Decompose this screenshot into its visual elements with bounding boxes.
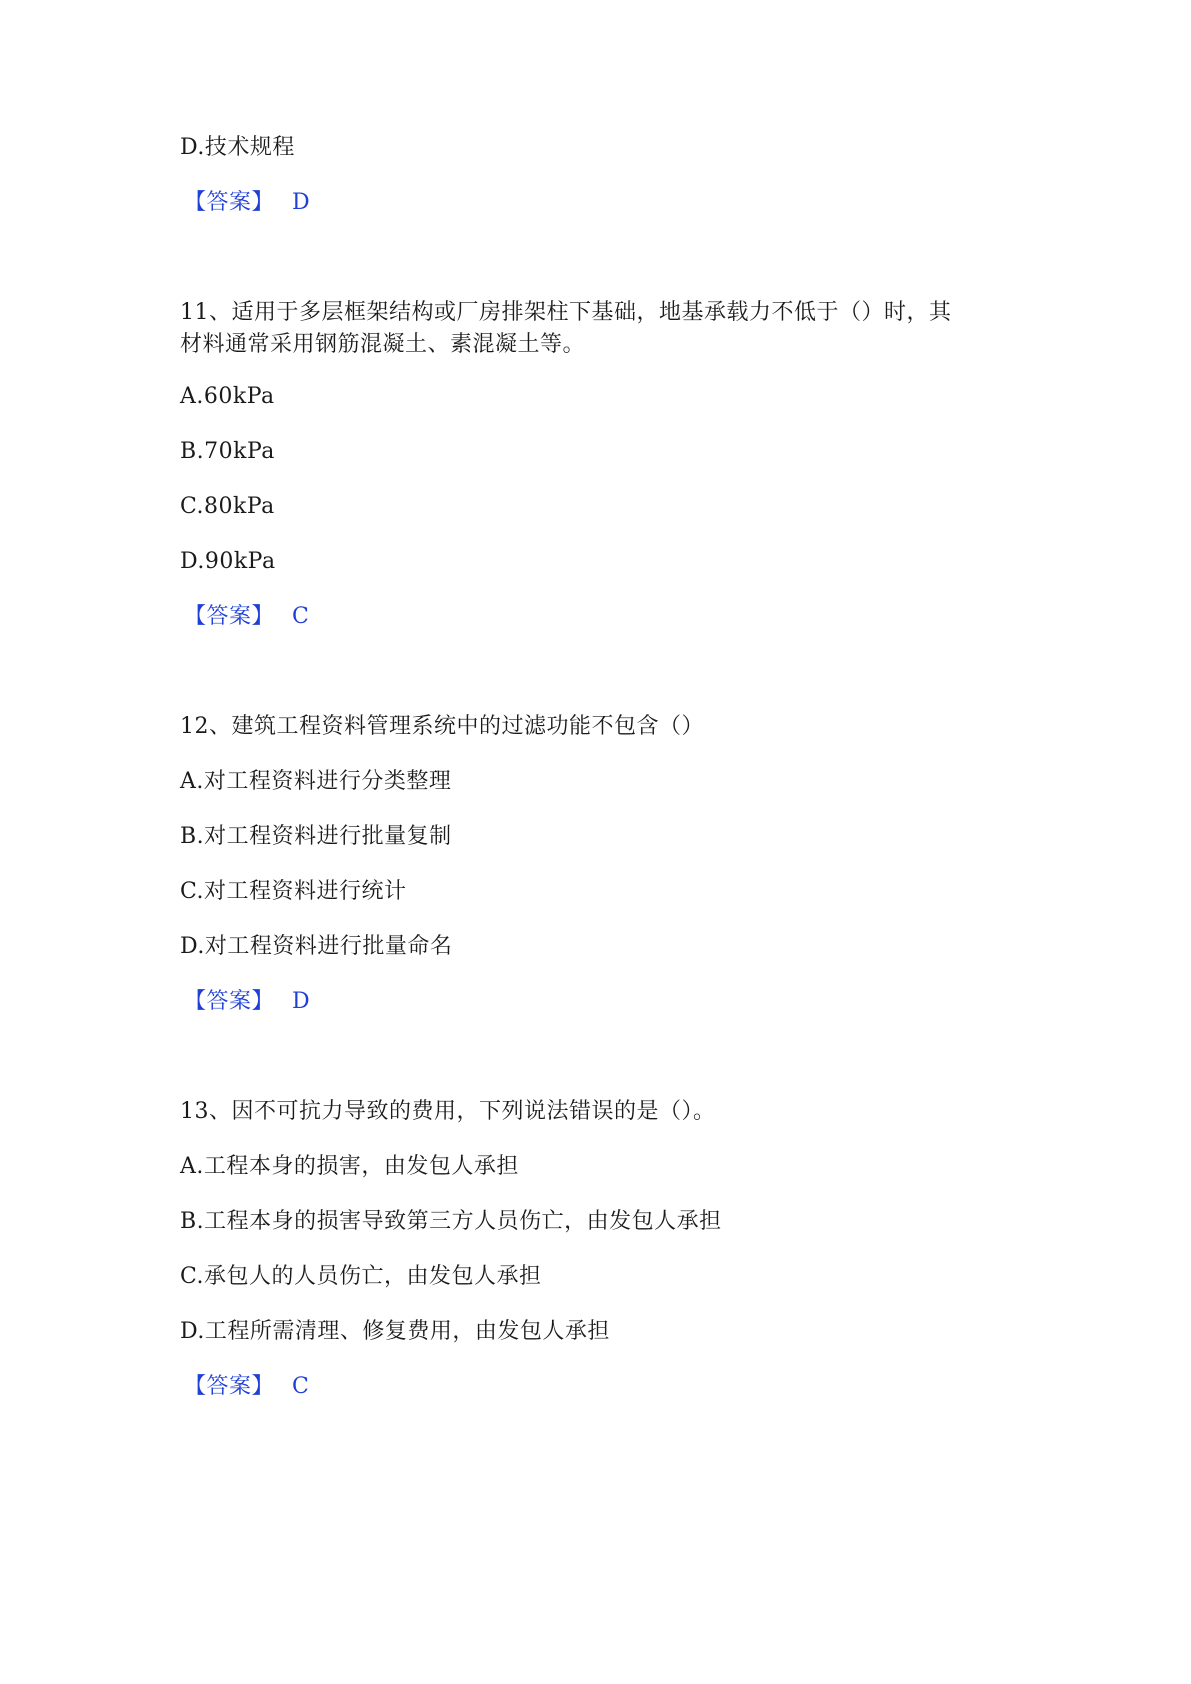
question-12-option-c: C.对工程资料进行统计	[180, 879, 407, 904]
question-13-answer	[184, 1370, 309, 1404]
answer-value: C	[292, 604, 310, 629]
question-11-option-d: D.90kPa	[180, 549, 276, 574]
question-12-answer	[184, 985, 310, 1019]
question-12-stem-line1: 12、建筑工程资料管理系统中的过滤功能不包含（）	[180, 714, 704, 739]
question-11-answer	[184, 600, 309, 634]
question-13-option-d: D.工程所需清理、修复费用，由发包人承担	[180, 1319, 610, 1344]
question-12-option-d: D.对工程资料进行批量命名	[180, 934, 453, 959]
answer-label: 【答案】	[184, 1374, 275, 1399]
question-12-option-b: B.对工程资料进行批量复制	[180, 824, 452, 849]
answer-value: D	[292, 989, 311, 1014]
question-11-option-c: C.80kPa	[180, 494, 275, 519]
question-13-option-a: A.工程本身的损害，由发包人承担	[180, 1154, 519, 1179]
answer-label: 【答案】	[184, 989, 275, 1014]
question-11-option-a: A.60kPa	[180, 384, 275, 409]
answer-value: D	[292, 190, 311, 215]
question-13-option-b: B.工程本身的损害导致第三方人员伤亡，由发包人承担	[180, 1209, 722, 1234]
prev-answer	[184, 186, 310, 220]
question-11-stem-line1: 11、适用于多层框架结构或厂房排架柱下基础，地基承载力不低于（）时，其	[180, 300, 952, 325]
prev-option-d: D.技术规程	[180, 135, 295, 160]
question-11-option-b: B.70kPa	[180, 439, 275, 464]
answer-label: 【答案】	[184, 190, 275, 215]
answer-value: C	[292, 1374, 310, 1399]
question-13-stem-line1: 13、因不可抗力导致的费用，下列说法错误的是（）。	[180, 1099, 716, 1124]
question-13-option-c: C.承包人的人员伤亡，由发包人承担	[180, 1264, 542, 1289]
question-11-stem-line2: 材料通常采用钢筋混凝土、素混凝土等。	[180, 332, 586, 357]
question-12-option-a: A.对工程资料进行分类整理	[180, 769, 452, 794]
answer-label: 【答案】	[184, 604, 275, 629]
